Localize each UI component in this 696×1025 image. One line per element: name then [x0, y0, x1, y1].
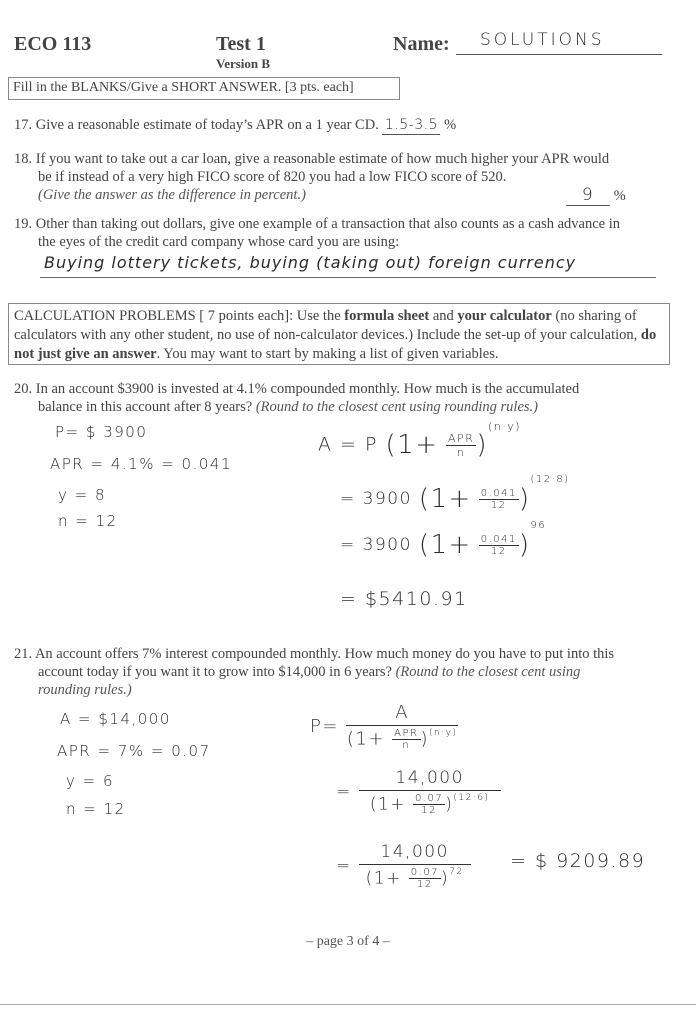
name-field-line[interactable]: [456, 54, 662, 55]
q21-step1-paren: (1+: [369, 794, 407, 815]
q21-step2: = 14,000 (1+ $\frac{0.07}{12}$ )$^{72}$: [336, 842, 471, 890]
question-21: [14, 645, 674, 699]
section2-bold-formula-sheet: formula sheet: [344, 308, 430, 324]
question-20-line2: balance in this account after 8 years?: [38, 399, 256, 415]
q21-result: = $ 9209.89: [510, 850, 646, 872]
question-18-unit: %: [613, 188, 626, 204]
section1-instructions: Fill in the BLANKS/Give a SHORT ANSWER. [3 pts. each]: [8, 77, 400, 100]
question-20-hint: (Round to the closest cent using rounding rules.): [255, 399, 538, 415]
q21-step2-num: 0.07: [410, 867, 440, 878]
question-19-line1: 19. Other than taking out dollars, give one example of a transaction that also counts as a cash advance in: [14, 216, 620, 232]
q21-step1-top: 14,000: [359, 768, 501, 791]
test-version: Version B: [216, 56, 271, 71]
q21-step2-exp: 72: [449, 867, 464, 877]
q21-var-apr: APR = 7% = 0.07: [57, 742, 211, 760]
section2-instructions: [8, 303, 670, 365]
question-18-answer-field[interactable]: [566, 186, 610, 206]
q20-formula-lhs: A = P: [318, 433, 378, 456]
question-19-answer-line[interactable]: [40, 277, 656, 278]
section2-bold-no-answer: do not just give an answer: [14, 327, 657, 362]
q20-formula-num: APR: [448, 431, 475, 445]
question-18-line1: 18. If you want to take out a car loan, give a reasonable estimate of how much higher your APR would: [14, 151, 610, 167]
q21-formula-lhs: P=: [310, 716, 339, 737]
q21-var-n: n = 12: [66, 800, 126, 818]
question-17-text: 17. Give a reasonable estimate of today’s APR on a 1 year CD.: [14, 117, 379, 133]
q21-formula-paren: (1+: [346, 728, 385, 750]
q20-step2-num: 0.041: [480, 533, 517, 545]
q20-var-apr: APR = 4.1% = 0.041: [50, 455, 232, 473]
q21-formula: P= A (1+ $\frac{\text{APR}}{n}$ )$^{(n\cdot y)}$: [310, 702, 458, 751]
q21-formula-top: A: [346, 702, 458, 726]
name-value: SOLUTIONS: [480, 30, 605, 50]
question-19-answer: Buying lottery tickets, buying (taking out) foreign currency: [44, 253, 577, 272]
q20-step2-exp: 96: [530, 520, 547, 531]
section2-bold-calculator: your calculator: [457, 308, 552, 324]
q20-step1: = 3900 (1+ $\frac{0.041}{12}$ )$^{(12\cdot 8)}$: [340, 474, 570, 514]
q20-step1-paren: (1+: [418, 484, 472, 514]
question-17-unit: %: [444, 117, 457, 133]
page-bottom-rule: [0, 1004, 696, 1005]
q20-step2-den: 12: [490, 545, 507, 557]
q21-step2-top: 14,000: [359, 842, 471, 865]
q20-var-y: y = 8: [58, 486, 107, 504]
q20-formula: A = P (1+ $\frac{\text{APR}}{n}$ )$^{(n\cdot y)}$: [318, 420, 522, 460]
q21-step2-eq: =: [336, 856, 352, 876]
q20-step1-den: 12: [490, 499, 507, 511]
q21-step1-exp: (12·6): [453, 793, 490, 803]
q20-formula-exp: (n·y): [488, 420, 522, 433]
question-18-hint: (Give the answer as the difference in percent.): [38, 187, 306, 203]
question-17-answer: 1.5-3.5: [384, 117, 439, 133]
question-18-line2: be if instead of a very high FICO score of 820 you had a low FICO score of 520.: [38, 169, 507, 185]
name-label: Name:: [393, 33, 450, 55]
q21-step2-paren: (1+: [365, 868, 402, 889]
q20-step2-paren: (1+: [418, 530, 472, 560]
question-17-answer-field[interactable]: [382, 116, 440, 135]
q21-formula-den: n: [402, 740, 411, 751]
question-19: [14, 215, 674, 251]
q20-formula-den: n: [456, 445, 466, 459]
q21-step1-eq: =: [336, 782, 352, 802]
q20-result: = $5410.91: [340, 588, 468, 610]
page-number: – page 3 of 4 –: [306, 934, 390, 949]
q20-step2-eq: = 3900: [340, 535, 412, 555]
section2-text-2: and: [429, 308, 458, 324]
q20-formula-paren: (1+: [385, 430, 439, 460]
test-title: Test 1: [216, 33, 266, 55]
q21-step1-den: 12: [421, 805, 437, 816]
q20-var-p: P= $ 3900: [55, 423, 148, 441]
question-21-line2: account today if you want it to grow into $14,000 in 6 years?: [38, 664, 396, 680]
question-20: [14, 380, 674, 416]
section2-text-4: . You may want to start by making a list of given variables.: [156, 346, 499, 362]
question-21-line1: 21. An account offers 7% interest compounded monthly. How much money do you have to put into this: [14, 646, 615, 662]
question-18-answer: 9: [581, 185, 595, 205]
q21-var-a: A = $14,000: [60, 710, 171, 728]
question-19-line2: the eyes of the credit card company whose card you are using:: [38, 234, 400, 250]
question-21-hint-1: (Round to the closest cent using: [395, 664, 581, 680]
question-17: [14, 116, 456, 135]
question-21-hint-2: rounding rules.): [38, 682, 132, 698]
q21-step1-num: 0.07: [414, 793, 444, 804]
q21-step2-den: 12: [417, 879, 433, 890]
q20-step1-exp: (12·8): [530, 474, 570, 485]
question-18-answer-area: [566, 186, 626, 206]
q20-step1-eq: = 3900: [340, 489, 412, 509]
course-code: ECO 113: [14, 33, 92, 55]
section2-text-1: CALCULATION PROBLEMS [ 7 points each]: Use the: [14, 308, 345, 324]
section2-text-3: (no sharing of calculators with any other student, no use of non-calculator devices.) Include the set-up of your calculation,: [14, 308, 641, 343]
q20-step2: = 3900 (1+ $\frac{0.041}{12}$ )$^{96}$: [340, 520, 547, 560]
question-20-line1: 20. In an account $3900 is invested at 4.1% compounded monthly. How much is the accumulated: [14, 381, 580, 397]
q20-step1-num: 0.041: [480, 487, 517, 499]
q21-formula-num: APR: [394, 728, 419, 739]
q21-step1: = 14,000 (1+ $\frac{0.07}{12}$ )$^{(12\cdot 6)}$: [336, 768, 501, 816]
q20-var-n: n = 12: [58, 512, 118, 530]
q21-formula-exp: (n·y): [429, 728, 458, 738]
q21-var-y: y = 6: [66, 772, 115, 790]
